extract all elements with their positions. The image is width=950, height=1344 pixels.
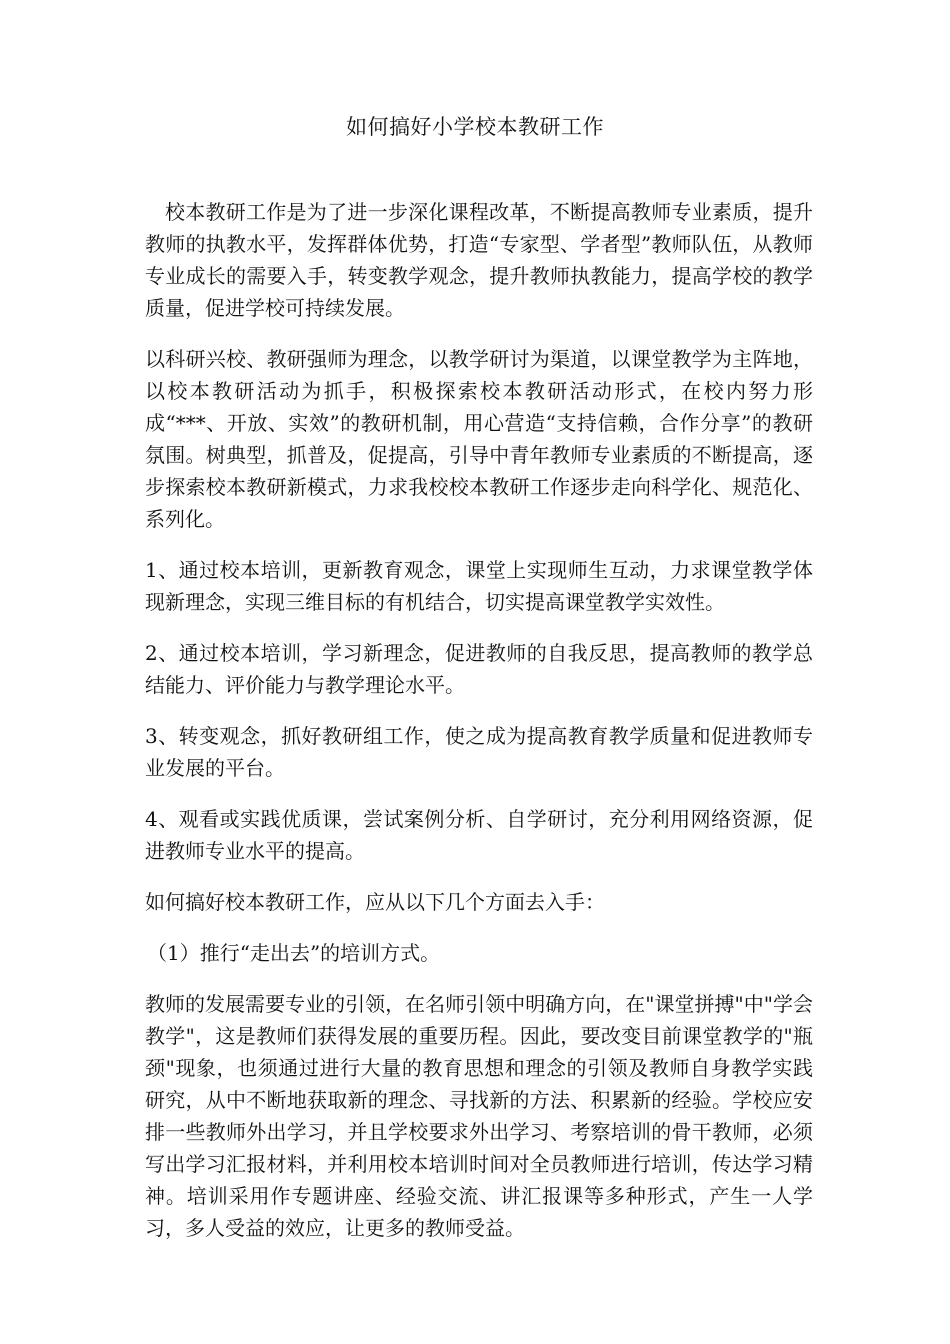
paragraph-intro: 校本教研工作是为了进一步深化课程改革，不断提高教师专业素质，提升教师的执教水平，发挥群体优势，打造“专家型、学者型”教师队伍，从教师专业成长的需要入手，转变教学观念，提升教师执教能力，提高学校的教学质量，促进学校可持续发展。 xyxy=(145,200,813,320)
paragraph-goal-1: 1、通过校本培训，更新教育观念，课堂上实现师生互动，力求课堂教学体现新理念，实现三维目标的有机结合，切实提高课堂教学实效性。 xyxy=(145,558,813,614)
page-title: 如何搞好小学校本教研工作 xyxy=(346,115,604,139)
document-body xyxy=(145,196,813,1263)
paragraph-how-to: 如何搞好校本教研工作，应从以下几个方面去入手： xyxy=(145,890,605,914)
paragraph-goal-3: 3、转变观念，抓好教研组工作，使之成为提高教育教学质量和促进教师专业发展的平台。 xyxy=(145,724,813,780)
paragraph-training: 教师的发展需要专业的引领，在名师引领中明确方向，在"课堂拼搏"中"学会教学"，这是教师们获得发展的重要历程。因此，要改变目前课堂教学的"瓶颈"现象，也须通过进行大量的教育思想和理念的引领及教师自身教学实践研究，从中不断地获取新的理念、寻找新的方法、积累新的经验。学校应安排一些教师外出学习，并且学校要求外出学习、考察培训的骨干教师，必须写出学习汇报材料，并利用校本培训时间对全员教师进行培训，传达学习精神。培训采用作专题讲座、经验交流、讲汇报课等多种形式，产生一人学习，多人受益的效应，让更多的教师受益。 xyxy=(145,992,813,1240)
paragraph-philosophy: 以科研兴校、教研强师为理念，以教学研讨为渠道，以课堂教学为主阵地，以校本教研活动为抓手，积极探索校本教研活动形式，在校内努力形成“***、开放、实效”的教研机制，用心营造“支持信赖，合作分享”的教研氛围。树典型，抓普及，促提高，引导中青年教师专业素质的不断提高，逐步探索校本教研新模式，力求我校校本教研工作逐步走向科学化、规范化、系列化。 xyxy=(145,347,813,531)
section-heading-1: （1）推行“走出去”的培训方式。 xyxy=(147,941,441,965)
paragraph-goal-4: 4、观看或实践优质课，尝试案例分析、自学研讨，充分利用网络资源，促进教师专业水平的提高。 xyxy=(145,807,813,863)
paragraph-goal-2: 2、通过校本培训，学习新理念，促进教师的自我反思，提高教师的教学总结能力、评价能力与教学理论水平。 xyxy=(145,641,813,697)
